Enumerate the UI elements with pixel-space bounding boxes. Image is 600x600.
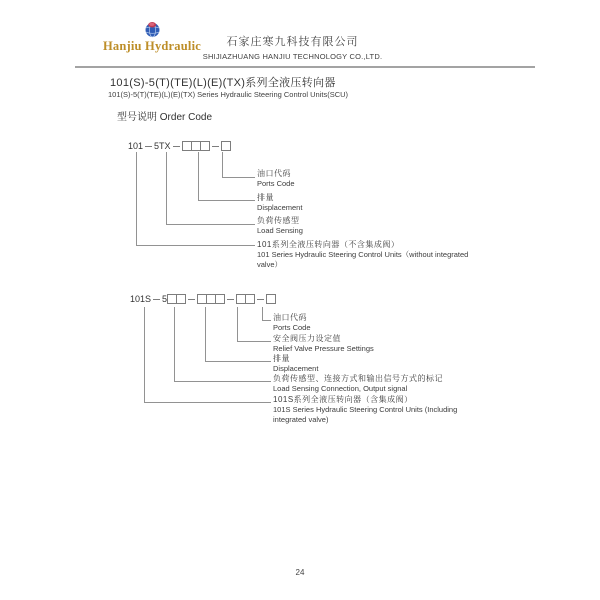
order-code-row-2 xyxy=(130,294,276,304)
label-cn: 排量 xyxy=(257,193,274,202)
label-displacement xyxy=(257,193,302,213)
code-box-group-relief-valve xyxy=(236,294,255,304)
label-cn: 安全阀压力设定值 xyxy=(273,334,341,343)
label-ports-code xyxy=(257,169,295,189)
code-prefix-2: 101S xyxy=(130,294,152,304)
code-box-group-displacement xyxy=(182,141,210,151)
dash-separator xyxy=(227,299,234,300)
label-en: Ports Code xyxy=(273,323,311,332)
code-placeholder-box xyxy=(245,294,255,304)
label-cn: 排量 xyxy=(273,354,290,363)
label-en: 101S Series Hydraulic Steering Control Units (Including integrated valve) xyxy=(273,405,458,424)
page-title-en: 101(S)-5(T)(TE)(L)(E)(TX) Series Hydraulic Steering Control Units(SCU) xyxy=(108,90,349,99)
header-divider xyxy=(75,66,535,68)
page-number: 24 xyxy=(295,568,305,577)
code-type-2: 5 xyxy=(162,294,168,304)
label-en: 101 Series Hydraulic Steering Control Units（without integrated valve） xyxy=(257,250,469,269)
code-placeholder-box xyxy=(200,141,210,151)
code-placeholder-box xyxy=(266,294,276,304)
order-code-heading: 型号说明 Order Code xyxy=(117,112,213,123)
dash-separator xyxy=(257,299,264,300)
label-101-series xyxy=(257,240,473,269)
label-cn: 101系列全液压转向器（不含集成阀） xyxy=(257,240,400,249)
company-name-en: SHIJIAZHUANG HANJIU TECHNOLOGY CO.,LTD. xyxy=(202,52,383,61)
code-placeholder-box xyxy=(215,294,225,304)
code-type-1: 5TX xyxy=(154,141,171,151)
label-ports-code xyxy=(273,313,311,333)
label-relief-valve xyxy=(273,334,374,354)
code-placeholder-box xyxy=(221,141,231,151)
label-101s-series xyxy=(273,395,473,424)
dash-separator xyxy=(153,299,160,300)
label-cn: 油口代码 xyxy=(273,313,307,322)
page-title-cn: 101(S)-5(T)(TE)(L)(E)(TX)系列全液压转向器 xyxy=(110,77,336,89)
globe-logo-icon xyxy=(144,21,161,38)
logo-text: Hanjiu Hydraulic xyxy=(102,39,201,53)
company-logo xyxy=(96,21,208,54)
label-displacement xyxy=(273,354,318,374)
code-prefix-1: 101 xyxy=(128,141,144,151)
dash-separator xyxy=(188,299,195,300)
label-cn: 负荷传感型 xyxy=(257,216,300,225)
connector-line xyxy=(144,307,271,403)
connector-line xyxy=(136,152,255,246)
dash-separator xyxy=(145,146,152,147)
order-code-row-1 xyxy=(128,141,231,151)
code-box-group-displacement xyxy=(197,294,225,304)
label-cn: 油口代码 xyxy=(257,169,291,178)
code-box-group-ports xyxy=(221,141,231,151)
code-type-2-group xyxy=(162,294,186,304)
label-en: Load Sensing xyxy=(257,226,303,235)
label-en: Displacement xyxy=(257,203,303,212)
label-en: Ports Code xyxy=(257,179,295,188)
company-name-cn: 石家庄寒九科技有限公司 xyxy=(226,36,359,48)
label-en: Relief Valve Pressure Settings xyxy=(273,344,374,353)
company-name-block xyxy=(200,33,385,61)
code-box-group-load-sensing xyxy=(167,294,186,304)
label-en: Displacement xyxy=(273,364,319,373)
label-load-sensing xyxy=(257,216,303,236)
code-placeholder-box xyxy=(176,294,186,304)
label-load-sensing-connection xyxy=(273,374,489,394)
label-cn: 负荷传感型、连接方式和输出信号方式的标记 xyxy=(273,374,443,383)
dash-separator xyxy=(173,146,180,147)
label-en: Load Sensing Connection, Output signal xyxy=(273,384,408,393)
label-cn: 101S系列全液压转向器（含集成阀） xyxy=(273,395,413,404)
code-box-group-ports xyxy=(266,294,276,304)
dash-separator xyxy=(212,146,219,147)
